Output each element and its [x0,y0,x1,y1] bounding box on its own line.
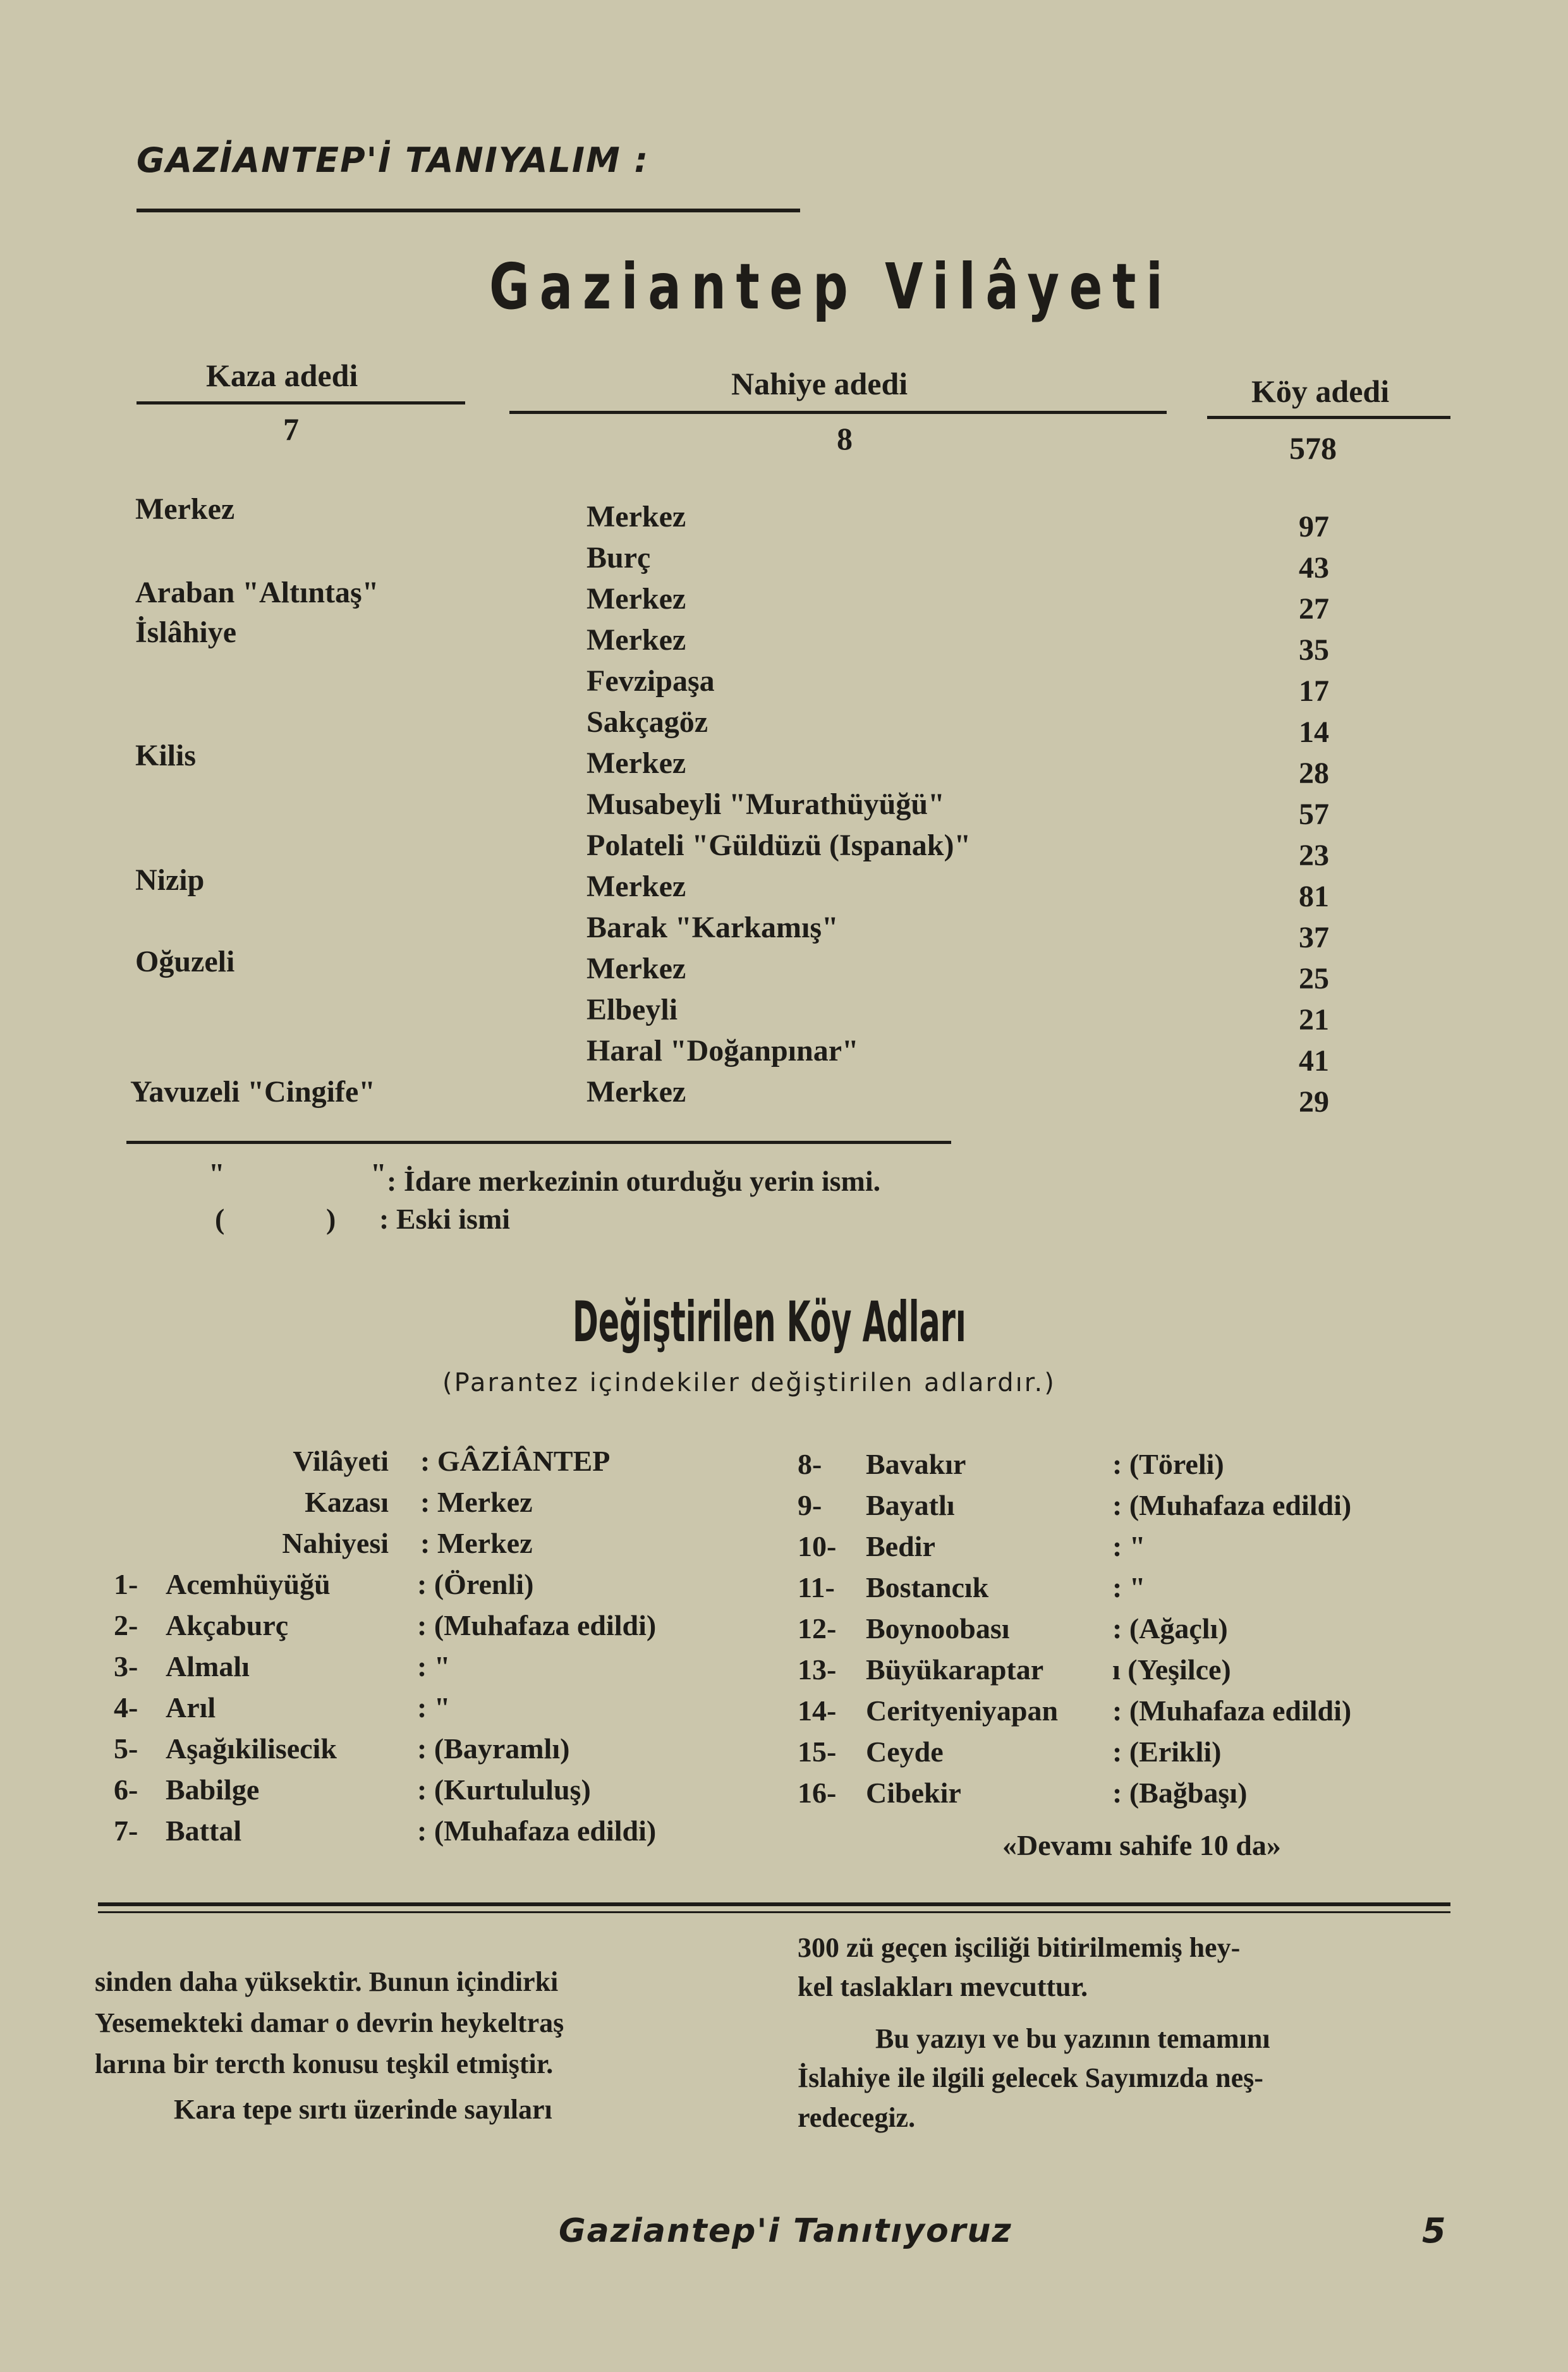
nahiye-name: Merkez [586,500,686,533]
koy-count: 17 [1299,674,1329,708]
article-line: Bu yazıyı ve bu yazının temamını [875,2023,1270,2054]
rename-number: 9- [798,1489,822,1521]
nahiye-name: Merkez [586,623,686,657]
table-bottom-rule [126,1141,951,1144]
footer-magazine: Gaziantep'i Tanıtıyoruz [559,2212,1012,2250]
rename-number: 14- [798,1694,837,1727]
nahiye-name: Fevzipaşa [586,664,715,698]
page-number: 5 [1422,2211,1446,2251]
rename-number: 16- [798,1777,837,1809]
kaza-item: İslâhiye [135,616,237,649]
rename-old-name: Akçaburç [166,1609,289,1641]
rename-new-name: : (Örenli) [417,1568,534,1600]
rename-new-name: : " [1112,1530,1146,1562]
nahiye-name: Elbeyli [586,993,678,1026]
article-rule-top [98,1902,1450,1906]
legend-symbol-open: ( [215,1203,225,1235]
rename-old-name: Bedir [866,1530,935,1562]
nahiye-label: Nahiye adedi [731,366,908,401]
rename-old-name: Babilge [166,1773,260,1806]
rename-number: 13- [798,1653,837,1686]
article-line: sinden daha yüksektir. Bunun içindirki [95,1966,559,1997]
koy-count: 25 [1299,962,1329,995]
section-title: Değiştirilen Köy Adları [573,1289,966,1354]
nahiye-name: Merkez [586,746,686,780]
nahiye-name: Barak "Karkamış" [586,911,839,944]
legend-text: : İdare merkezinin oturduğu yerin ismi. [387,1165,881,1197]
rename-new-name: : (Erikli) [1112,1736,1222,1768]
rename-new-name: : (Muhafaza edildi) [1112,1694,1352,1727]
page-title: Gaziantep Vilâyeti [489,250,1173,324]
nahiye-name: Burç [586,541,651,575]
nahiye-name: Merkez [586,952,686,985]
kaza-item: Merkez [135,492,235,526]
rename-new-name: : (Ağaçlı) [1112,1612,1228,1645]
rename-new-name: : " [1112,1571,1146,1603]
rename-old-name: Bavakır [866,1448,966,1480]
rename-new-name: : (Bayramlı) [417,1732,570,1765]
rename-old-name: Aşağıkilisecik [166,1732,337,1765]
kaza-item: Yavuzeli "Cingife" [130,1075,375,1109]
rename-number: 5- [114,1732,138,1765]
kaza-value: 7 [283,411,299,447]
nahiye-name: Sakçagöz [586,705,708,739]
rename-number: 12- [798,1612,837,1645]
rename-new-name: : " [417,1691,451,1724]
kaza-label: Kaza adedi [206,358,358,393]
koy-count: 28 [1299,757,1329,790]
koy-count: 97 [1299,510,1329,544]
koy-count: 29 [1299,1085,1329,1119]
rename-number: 10- [798,1530,837,1562]
nahiye-name: Musabeyli "Murathüyüğü" [586,788,945,821]
rename-number: 6- [114,1773,138,1806]
koy-count: 43 [1299,551,1329,585]
rename-new-name: : (Töreli) [1112,1448,1224,1480]
rename-number: 8- [798,1448,822,1480]
meta-label: Vilâyeti [293,1445,389,1477]
kaza-item: Kilis [135,739,197,772]
kaza-item: Oğuzeli [135,945,235,978]
nahiye-value: 8 [837,421,853,456]
article-line: İslahiye ile ilgili gelecek Sayımızda neş- [798,2062,1263,2093]
article-line: Yesemekteki damar o devrin heykeltraş [95,2007,564,2038]
article-line: kel taslakları mevcuttur. [798,1971,1088,2002]
nahiye-name: Merkez [586,582,686,616]
rename-new-name: : (Muhafaza edildi) [417,1815,657,1847]
rename-new-name: : (Bağbaşı) [1112,1777,1248,1809]
article-line: larına bir tercth konusu teşkil etmiştir. [95,2048,554,2079]
rename-number: 1- [114,1568,138,1600]
meta-value: : GÂZİÂNTEP [420,1445,611,1477]
section-subtitle: (Parantez içindekiler değiştirilen adlardır.) [442,1368,1056,1397]
rename-number: 3- [114,1650,138,1682]
rename-old-name: Büyükaraptar [866,1653,1044,1686]
rename-old-name: Bayatlı [866,1489,955,1521]
legend-symbol-close: " [370,1157,387,1189]
article-line: redecegiz. [798,2102,916,2133]
rename-old-name: Cibekir [866,1777,961,1809]
rename-old-name: Arıl [166,1691,216,1724]
rename-number: 4- [114,1691,138,1724]
article-rule-bottom [98,1911,1450,1913]
nahiye-name: Polateli "Güldüzü (Ispanak)" [586,829,971,862]
meta-label: Nahiyesi [282,1527,389,1559]
rename-number: 15- [798,1736,837,1768]
nahiye-name: Merkez [586,1075,686,1109]
continued-note: «Devamı sahife 10 da» [1002,1829,1281,1861]
rename-old-name: Almalı [166,1650,250,1682]
koy-count: 14 [1299,715,1329,749]
rename-number: 11- [798,1571,835,1603]
meta-label: Kazası [305,1486,389,1518]
article-line: Kara tepe sırtı üzerinde sayıları [174,2094,552,2125]
rename-new-name: : (Muhafaza edildi) [417,1609,657,1641]
koy-count: 23 [1299,839,1329,872]
koy-label: Köy adedi [1251,374,1390,409]
legend-text: : Eski ismi [379,1203,511,1235]
koy-count: 81 [1299,880,1329,913]
article-line: 300 zü geçen işciliği bitirilmemiş hey- [798,1932,1241,1963]
rename-new-name: ı (Yeşilce) [1112,1653,1231,1686]
header-rule [137,209,800,212]
rename-old-name: Boynoobası [866,1612,1010,1645]
rename-number: 7- [114,1815,138,1847]
koy-count: 41 [1299,1044,1329,1078]
nahiye-name: Merkez [586,870,686,903]
rename-old-name: Ceyde [866,1736,944,1768]
rename-new-name: : (Kurtululuş) [417,1773,591,1806]
rename-number: 2- [114,1609,138,1641]
nahiye-rule [509,411,1167,414]
rename-new-name: : (Muhafaza edildi) [1112,1489,1352,1521]
kaza-item: Araban "Altıntaş" [135,576,379,609]
koy-count: 37 [1299,921,1329,954]
legend-symbol-close: ) [326,1203,336,1235]
meta-value: : Merkez [420,1486,533,1518]
rename-old-name: Bostancık [866,1571,989,1603]
rename-old-name: Cerityeniyapan [866,1694,1059,1727]
koy-value: 578 [1289,430,1337,466]
running-title: GAZİANTEP'İ TANIYALIM : [137,140,650,180]
kaza-rule [137,401,465,404]
koy-count: 57 [1299,798,1329,831]
rename-old-name: Battal [166,1815,242,1847]
rename-old-name: Acemhüyüğü [166,1568,331,1600]
koy-count: 21 [1299,1003,1329,1037]
rename-new-name: : " [417,1650,451,1682]
meta-value: : Merkez [420,1527,533,1559]
koy-count: 35 [1299,633,1329,667]
legend-symbol-open: " [209,1157,225,1189]
kaza-item: Nizip [135,863,205,897]
koy-rule [1207,416,1450,419]
koy-count: 27 [1299,592,1329,626]
nahiye-name: Haral "Doğanpınar" [586,1034,859,1067]
